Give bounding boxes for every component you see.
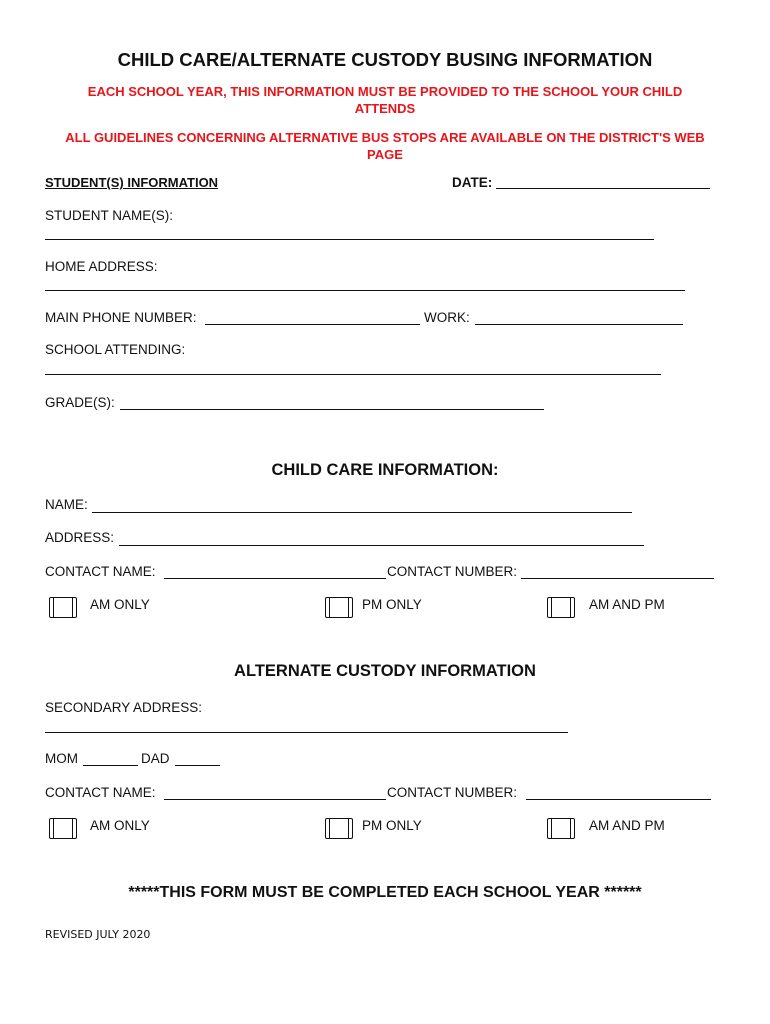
mom-label: MOM [45, 751, 78, 766]
child-care-name-field[interactable] [92, 512, 632, 513]
child-care-pm-only-label: PM ONLY [362, 597, 422, 612]
child-care-address-field[interactable] [119, 545, 644, 546]
custody-contact-name-label: CONTACT NAME: [45, 785, 156, 800]
child-care-am-and-pm-checkbox[interactable] [547, 597, 575, 618]
child-care-am-and-pm-label: AM AND PM [589, 597, 665, 612]
custody-contact-number-field[interactable] [526, 799, 711, 800]
school-attending-field[interactable] [45, 374, 661, 375]
home-address-field[interactable] [45, 290, 685, 291]
custody-contact-number-label: CONTACT NUMBER: [387, 785, 518, 800]
child-care-contact-number-field[interactable] [521, 578, 714, 579]
child-care-am-only-checkbox[interactable] [49, 597, 77, 618]
grades-label: GRADE(S): [45, 395, 115, 410]
mom-field[interactable] [83, 765, 138, 766]
custody-am-only-checkbox[interactable] [49, 818, 77, 839]
main-phone-label: MAIN PHONE NUMBER: [45, 310, 197, 325]
student-name-field[interactable] [45, 239, 654, 240]
custody-am-only-label: AM ONLY [90, 818, 150, 833]
custody-contact-name-field[interactable] [164, 799, 386, 800]
date-label: DATE: [452, 175, 493, 190]
revision-date: REVISED JULY 2020 [45, 928, 151, 941]
student-section-label: STUDENT(S) INFORMATION [45, 175, 219, 190]
child-care-am-only-label: AM ONLY [90, 597, 150, 612]
custody-pm-only-label: PM ONLY [362, 818, 422, 833]
guidelines-notice: ALL GUIDELINES CONCERNING ALTERNATIVE BUS STOPS ARE AVAILABLE ON THE DISTRICT'S WEB PAGE [65, 130, 705, 162]
custody-am-and-pm-label: AM AND PM [589, 818, 665, 833]
child-care-contact-name-field[interactable] [164, 578, 386, 579]
form-title: CHILD CARE/ALTERNATE CUSTODY BUSING INFORMATION [117, 49, 653, 70]
child-care-pm-only-checkbox[interactable] [325, 597, 353, 618]
secondary-address-label: SECONDARY ADDRESS: [45, 700, 203, 715]
child-care-contact-number-label: CONTACT NUMBER: [387, 564, 518, 579]
school-attending-label: SCHOOL ATTENDING: [45, 342, 186, 357]
child-care-heading: CHILD CARE INFORMATION: [271, 461, 499, 479]
student-name-label: STUDENT NAME(S): [45, 208, 174, 223]
yearly-notice: EACH SCHOOL YEAR, THIS INFORMATION MUST BE PROVIDED TO THE SCHOOL YOUR CHILD ATTENDS [87, 84, 683, 116]
dad-label: DAD [141, 751, 170, 766]
secondary-address-field[interactable] [45, 732, 568, 733]
child-care-address-label: ADDRESS: [45, 530, 115, 545]
custody-heading: ALTERNATE CUSTODY INFORMATION [234, 662, 536, 680]
home-address-label: HOME ADDRESS: [45, 259, 158, 274]
custody-pm-only-checkbox[interactable] [325, 818, 353, 839]
date-field[interactable] [496, 188, 710, 189]
child-care-contact-name-label: CONTACT NAME: [45, 564, 156, 579]
work-label: WORK: [424, 310, 470, 325]
work-phone-field[interactable] [475, 324, 683, 325]
custody-am-and-pm-checkbox[interactable] [547, 818, 575, 839]
child-care-name-label: NAME: [45, 497, 88, 512]
grades-field[interactable] [120, 409, 544, 410]
completion-notice: *****THIS FORM MUST BE COMPLETED EACH SCHOOL YEAR ****** [128, 884, 642, 901]
main-phone-field[interactable] [205, 324, 420, 325]
dad-field[interactable] [175, 765, 220, 766]
